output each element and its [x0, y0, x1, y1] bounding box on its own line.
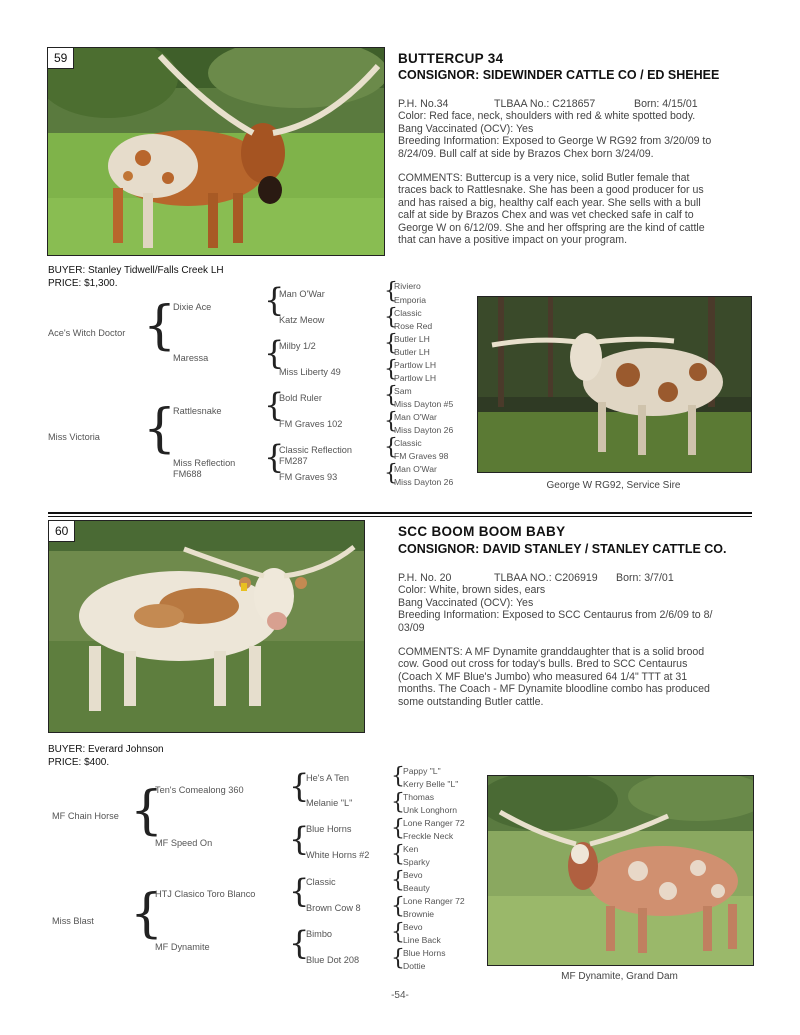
- pedigree-gen3: Miss Liberty 49: [279, 367, 341, 377]
- pedigree-gen4: Man O'War: [394, 412, 437, 422]
- divider: [48, 516, 752, 517]
- comments-line: traces back to Rattlesnake. She has been a good producer for us: [398, 184, 704, 197]
- pedigree-gen4: Dottie: [403, 961, 426, 971]
- longhorn-cow-image: [488, 776, 753, 965]
- pedigree-gen4: Freckle Neck: [403, 831, 454, 841]
- pedigree-gen3: Classic Reflection FM287: [279, 445, 353, 466]
- comments-line: (Coach X MF Blue's Jumbo) who measured 64 1/4" TTT at 31: [398, 670, 688, 683]
- tlbaa-number: TLBAA No.: C218657: [494, 98, 596, 110]
- breeding-line-1: Breeding Information: Exposed to George W RG92 from 3/20/09 to: [398, 135, 712, 148]
- pedigree-gen4: Sparky: [403, 857, 430, 867]
- pedigree-gen4: Kerry Belle "L": [403, 779, 459, 789]
- brace: {: [384, 383, 398, 408]
- pedigree-gen3: White Horns #2: [306, 850, 370, 860]
- pedigree-gen4: Classic: [394, 308, 422, 318]
- pedigree-gen2: Maressa: [173, 353, 209, 363]
- comments-line: some outstanding Butler cattle.: [398, 695, 544, 708]
- lot-title: SCC BOOM BOOM BABY: [398, 524, 566, 539]
- comments-line: that can have a positive impact on your program.: [398, 234, 628, 247]
- pedigree-gen2: Miss Reflection FM688: [173, 458, 236, 479]
- lot-number: 59: [48, 48, 74, 69]
- pedigree-gen3: Melanie "L": [306, 798, 353, 808]
- pedigree-gen4: Miss Dayton #5: [394, 399, 454, 409]
- brace: {: [289, 872, 310, 910]
- sire-caption: George W RG92, Service Sire: [546, 480, 681, 491]
- id-row: [398, 572, 758, 584]
- brace: {: [384, 305, 398, 330]
- brace: {: [384, 331, 398, 356]
- brace: {: [391, 920, 405, 945]
- pedigree-gen4: Blue Horns: [403, 948, 446, 958]
- page-number: -54-: [391, 990, 409, 1001]
- pedigree-gen4: Sam: [394, 386, 412, 396]
- grand-dam-photo: [487, 775, 754, 966]
- comments-line: months. The Coach - MF Dynamite bloodline combo has produced: [398, 683, 710, 696]
- brace: {: [391, 842, 405, 867]
- brace: {: [391, 868, 405, 893]
- pedigree-gen4: Riviero: [394, 281, 421, 291]
- ph-number: P.H. No.34: [398, 98, 449, 110]
- lot-title: BUTTERCUP 34: [398, 51, 504, 66]
- pedigree-gen4: Miss Dayton 26: [394, 477, 454, 487]
- comments-line: cow. Good out cross for today's bulls. Bred to SCC Centaurus: [398, 658, 688, 671]
- pedigree-gen4: FM Graves 98: [394, 451, 449, 461]
- lot59-photo: [47, 47, 385, 256]
- ph-number: P.H. No. 20: [398, 572, 452, 584]
- pedigree-gen3: Blue Dot 208: [306, 955, 360, 965]
- consignor: CONSIGNOR: SIDEWINDER CATTLE CO / ED SHEHEE: [398, 68, 720, 82]
- brace: {: [130, 781, 164, 841]
- pedigree-gen3: Man O'War: [279, 289, 325, 299]
- consignor: CONSIGNOR: DAVID STANLEY / STANLEY CATTLE CO.: [398, 542, 727, 556]
- longhorn-cow-image: [48, 48, 384, 255]
- pedigree-gen3: He's A Ten: [306, 773, 349, 783]
- brace: {: [391, 946, 405, 971]
- pedigree-gen4: Partlow LH: [394, 373, 437, 383]
- color: Color: White, brown sides, ears: [398, 584, 546, 597]
- sire-photo: [477, 296, 752, 473]
- brace: {: [143, 296, 177, 356]
- pedigree-gen2: MF Speed On: [155, 838, 213, 848]
- sire: Ace's Witch Doctor: [48, 328, 126, 338]
- longhorn-cow-image: [49, 521, 364, 732]
- pedigree-gen3: Brown Cow 8: [306, 903, 361, 913]
- brace: {: [289, 820, 310, 858]
- pedigree-gen3: Bold Ruler: [279, 393, 322, 403]
- pedigree-gen4: Unk Longhorn: [403, 805, 457, 815]
- buyer: BUYER: Stanley Tidwell/Falls Creek LH: [48, 265, 224, 276]
- pedigree-gen4: Miss Dayton 26: [394, 425, 454, 435]
- brace: {: [130, 884, 164, 944]
- pedigree-gen4: Line Back: [403, 935, 441, 945]
- pedigree-gen2: MF Dynamite: [155, 942, 210, 952]
- pedigree-gen3: Blue Horns: [306, 824, 352, 834]
- dam: Miss Blast: [52, 916, 94, 926]
- brace: {: [384, 435, 398, 460]
- brace: {: [289, 924, 310, 962]
- pedigree-gen4: Lone Ranger 72: [403, 896, 465, 906]
- comments-line: COMMENTS: A MF Dynamite granddaughter that is a solid brood: [398, 646, 705, 659]
- brace: {: [391, 764, 405, 789]
- pedigree-gen4: Partlow LH: [394, 360, 437, 370]
- pedigree-gen4: Bevo: [403, 870, 423, 880]
- breeding-line-2: 03/09: [398, 621, 425, 634]
- bang: Bang Vaccinated (OCV): Yes: [398, 596, 534, 609]
- pedigree-gen4: Man O'War: [394, 464, 437, 474]
- brace: {: [264, 281, 285, 319]
- pedigree-gen4: Rose Red: [394, 321, 433, 331]
- id-row: [398, 98, 758, 110]
- price: PRICE: $1,300.: [48, 278, 118, 289]
- pedigree-gen4: Lone Ranger 72: [403, 818, 465, 828]
- pedigree-gen3: Milby 1/2: [279, 341, 316, 351]
- comments-line: COMMENTS: Buttercup is a very nice, solid Butler female that: [398, 172, 690, 185]
- price: PRICE: $400.: [48, 757, 110, 768]
- pedigree-gen3: FM Graves 102: [279, 419, 343, 429]
- buyer: BUYER: Everard Johnson: [48, 744, 164, 755]
- born-date: Born: 4/15/01: [634, 98, 698, 110]
- sire: MF Chain Horse: [52, 811, 119, 821]
- pedigree-gen3: Bimbo: [306, 929, 333, 939]
- pedigree-gen3: FM Graves 93: [279, 472, 338, 482]
- bang: Bang Vaccinated (OCV): Yes: [398, 122, 534, 135]
- comments-line: George W on 6/12/09. She and her offspring are the kind of cattle: [398, 221, 705, 234]
- pedigree-gen4: Beauty: [403, 883, 430, 893]
- brace: {: [391, 894, 405, 919]
- pedigree-gen4: Classic: [394, 438, 422, 448]
- pedigree-gen4: Pappy "L": [403, 766, 441, 776]
- tlbaa-number: TLBAA NO.: C206919: [494, 572, 598, 584]
- brace: {: [289, 767, 310, 805]
- brace: {: [391, 790, 405, 815]
- pedigree-gen3: Classic: [306, 877, 336, 887]
- color: Color: Red face, neck, shoulders with red & white spotted body.: [398, 110, 696, 123]
- comments-line: calf at side by Brazos Chex and was vet checked safe in calf to: [398, 209, 694, 222]
- comments-line: and has raised a big, healthy calf each year. She sells with a bull: [398, 196, 701, 209]
- brace: {: [384, 279, 398, 304]
- pedigree-gen4: Thomas: [403, 792, 435, 802]
- pedigree-gen4: Bevo: [403, 922, 423, 932]
- breeding-line-2: 8/24/09. Bull calf at side by Brazos Chex born 3/24/09.: [398, 147, 654, 160]
- pedigree-gen4: Butler LH: [394, 334, 430, 344]
- grand-dam-caption: MF Dynamite, Grand Dam: [561, 971, 678, 982]
- pedigree-gen2: Ten's Comealong 360: [155, 785, 244, 795]
- pedigree-gen4: Butler LH: [394, 347, 430, 357]
- born-date: Born: 3/7/01: [616, 572, 674, 584]
- brace: {: [384, 357, 398, 382]
- pedigree-gen3: Katz Meow: [279, 315, 325, 325]
- pedigree-gen2: Dixie Ace: [173, 302, 212, 312]
- longhorn-bull-image: [478, 297, 751, 472]
- brace: {: [384, 409, 398, 434]
- brace: {: [391, 816, 405, 841]
- pedigree-gen2: Rattlesnake: [173, 406, 222, 416]
- brace: {: [264, 386, 285, 424]
- brace: {: [264, 334, 285, 372]
- lot-info: [398, 572, 758, 708]
- pedigree-gen4: Brownie: [403, 909, 435, 919]
- divider: [48, 512, 752, 514]
- brace: {: [264, 438, 285, 476]
- pedigree-gen4: Ken: [403, 844, 419, 854]
- lot60-photo: [48, 520, 365, 733]
- pedigree-gen2: HTJ Clasico Toro Blanco: [155, 889, 256, 899]
- brace: {: [143, 399, 177, 459]
- lot-number: 60: [49, 521, 75, 542]
- breeding-line-1: Breeding Information: Exposed to SCC Centaurus from 2/6/09 to 8/: [398, 609, 713, 622]
- lot-info: [398, 98, 758, 246]
- pedigree-gen4: Emporia: [394, 295, 426, 305]
- brace: {: [384, 461, 398, 486]
- dam: Miss Victoria: [48, 432, 100, 442]
